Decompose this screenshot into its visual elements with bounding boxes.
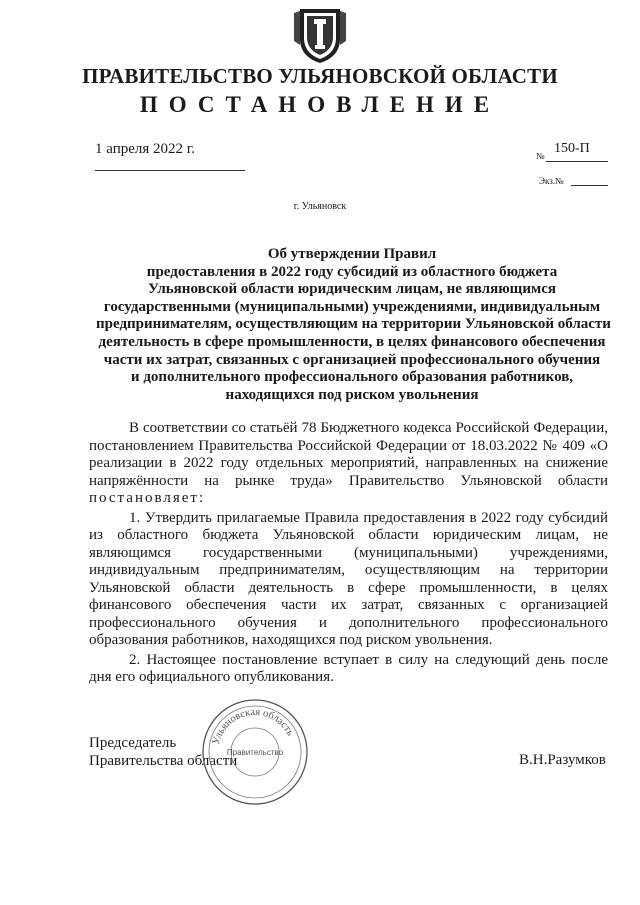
subject-line: предпринимателям, осуществляющим на территории Ульяновской области [96,316,611,333]
number-underline [546,161,608,162]
item-1-paragraph: 1. Утвердить прилагаемые Правила предоставления в 2022 году субсидий из областного бюджета Ульяновской области юридическим лицам, не являющимся государственными (муниципальными) учреждениями, индивидуальным предпринимателям, осуществляющим на территории Ульяновской области деятельность в сфере промышленности, в целях финансового обеспечения части их затрат, связанных с организацией профессионального обучения и дополнительного профессионального образования работников, находящихся под риском увольнения. [89,509,608,648]
seal-outer-text: Ульяновская область [210,706,296,746]
seal-inner-text: Правительство [226,748,284,757]
document-date: 1 апреля 2022 г. [95,141,195,157]
copy-number-underline [571,185,608,186]
subject-line: деятельность в сфере промышленности, в целях финансового обеспечения [98,333,606,350]
number-label: № [536,151,545,161]
subject-line: и дополнительного профессионального образования работников, [130,369,574,386]
document-subject [96,246,611,404]
decree-word: постановляет: [89,490,206,506]
subject-line: предоставления в 2022 году субсидий из областного бюджета [146,263,558,280]
document-body [89,420,608,689]
subject-line: находящихся под риском увольнения [225,386,479,403]
date-underline [95,170,245,171]
document-number: 150-П [554,141,590,156]
subject-line: государственными (муниципальными) учреждениями, индивидуальным [103,298,601,315]
coat-of-arms-icon [292,5,348,65]
copy-number-label: Экз.№ [539,176,564,186]
official-seal-icon [200,697,310,807]
organization-title: ПРАВИТЕЛЬСТВО УЛЬЯНОВСКОЙ ОБЛАСТИ [82,64,558,88]
subject-line: части их затрат, связанных с организацией профессионального обучения [103,351,601,368]
city: г. Ульяновск [293,201,347,212]
position-line: Председатель [89,735,177,751]
item-2-paragraph: 2. Настоящее постановление вступает в силу на следующий день после дня его официального опубликования. [89,651,608,685]
subject-line: Ульяновской области юридическим лицам, не являющимся [148,281,556,298]
subject-line: Об утверждении Правил [267,246,437,262]
signatory-name: В.Н.Разумков [519,752,606,768]
position-line: Правительства области [89,753,238,769]
preamble-text: В соответствии со статьёй 78 Бюджетного кодекса Российской Федерации, постановлением Правительства Российской Федерации от 18.03.2022 № 409 «О реализации в 2022 году отдельных мероприятий, направленных на снижение напряжённости на рынке труда» Правительство Ульяновской области [89,420,608,489]
document-type: ПОСТАНОВЛЕНИЕ [139,92,501,117]
preamble-paragraph [89,420,608,508]
